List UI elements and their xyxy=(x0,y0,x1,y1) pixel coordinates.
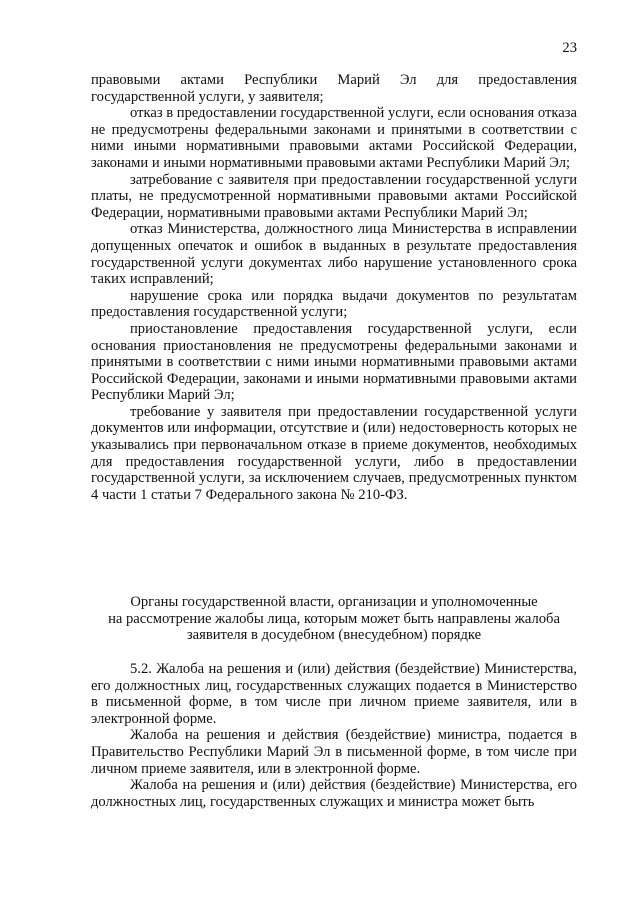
paragraph: отказ в предоставлении государственной услуги, если основания отказа не предусмотрены федеральными законами и принятыми в соответствии с ними иными нормативными правовыми актами Российской Федерации, законами и иными нормативными правовыми актами Республики Марий Эл; xyxy=(91,105,577,171)
section-heading xyxy=(91,594,577,644)
text-block-top xyxy=(91,72,577,503)
paragraph: нарушение срока или порядка выдачи документов по результатам предоставления государственной услуги; xyxy=(91,287,577,321)
paragraph: 5.2. Жалоба на решения и (или) действия (бездействие) Министерства, его должностных лиц, государственных служащих подается в Министерство в письменной форме, в том числе при личном приеме заявителя, или в электронной форме. xyxy=(91,661,577,727)
paragraph: требование у заявителя при предоставлении государственной услуги документов или информации, отсутствие и (или) недостоверность которых не указывались при первоначальном отказе в приеме документов, необходимых для предоставления государственной услуги, либо в предоставлении государственной услуги, за исключением случаев, предусмотренных пунктом 4 части 1 статьи 7 Федерального закона № 210-ФЗ. xyxy=(91,403,577,503)
heading-line: заявителя в досудебном (внесудебном) порядке xyxy=(186,627,482,644)
heading-line: на рассмотрение жалобы лица, которым может быть направлены жалоба xyxy=(108,610,560,627)
text-block-bottom xyxy=(91,661,577,810)
paragraph: правовыми актами Республики Марий Эл для предоставления государственной услуги, у заявителя; xyxy=(91,72,577,105)
page-number: 23 xyxy=(562,40,577,56)
heading-line: Органы государственной власти, организации и уполномоченные xyxy=(130,594,538,610)
paragraph: приостановление предоставления государственной услуги, если основания приостановления не предусмотрены федеральными законами и принятыми в соответствии с ними иными нормативными правовыми актами Российской Федерации, законами и иными нормативными правовыми актами Республики Марий Эл; xyxy=(91,320,577,404)
paragraph: Жалоба на решения и (или) действия (бездействие) Министерства, его должностных лиц, государственных служащих и министра может быть xyxy=(91,777,577,810)
paragraph: отказ Министерства, должностного лица Министерства в исправлении допущенных опечаток и ошибок в выданных в результате предоставления государственной услуги документах либо нарушение установленного срока таких исправлений; xyxy=(91,221,577,288)
paragraph: затребование с заявителя при предоставлении государственной услуги платы, не предусмотренной нормативными правовыми актами Российской Федерации, нормативными правовыми актами Республики Марий Эл; xyxy=(91,171,577,221)
paragraph: Жалоба на решения и действия (бездействие) министра, подается в Правительство Республики Марий Эл в письменной форме, в том числе при личном приеме заявителя, или в электронной форме. xyxy=(91,727,577,777)
